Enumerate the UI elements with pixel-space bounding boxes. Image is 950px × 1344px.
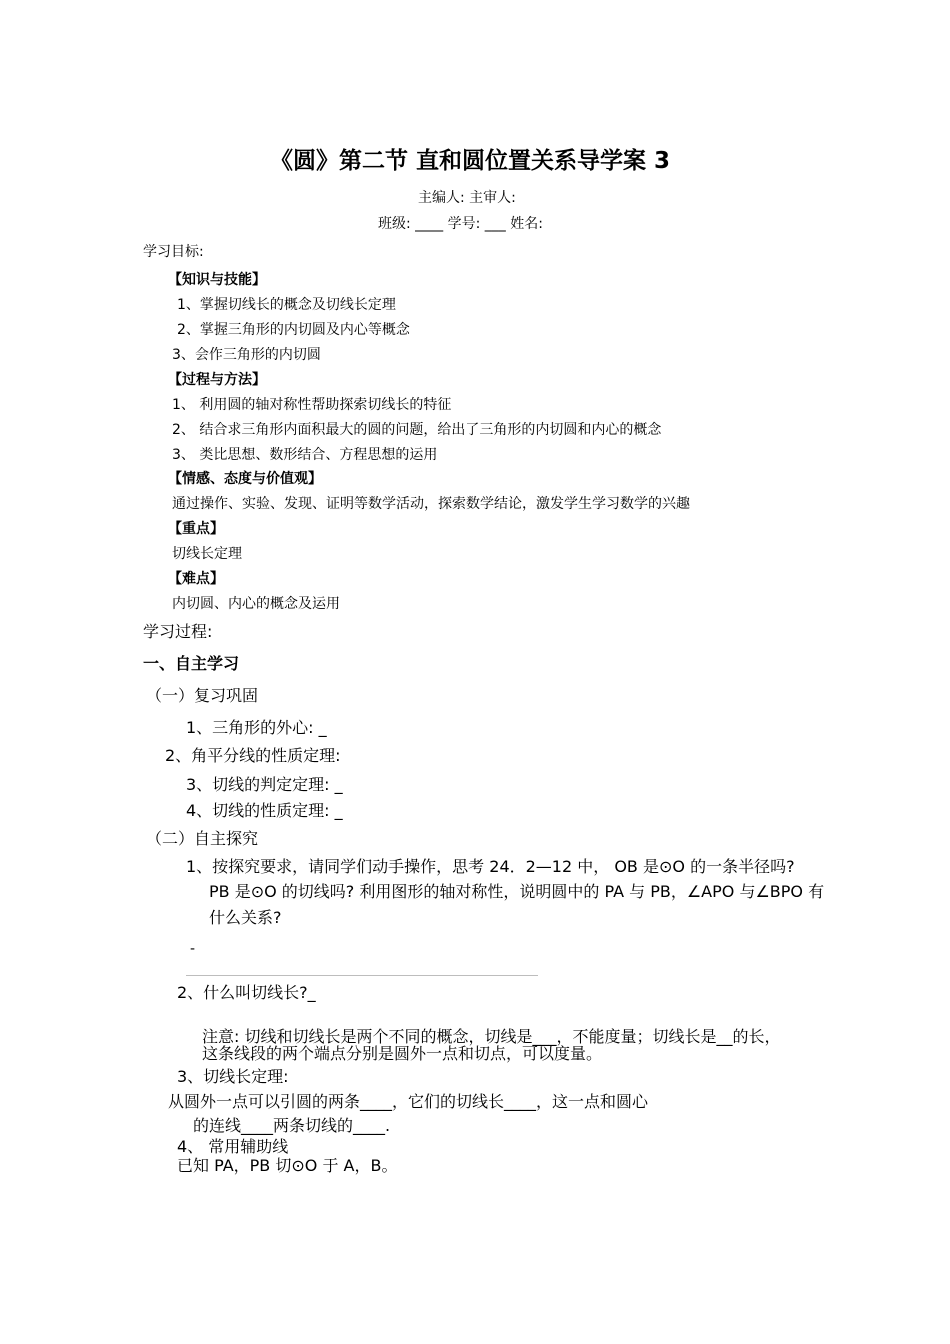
objectives-heading: 学习目标: <box>143 244 204 260</box>
difficulty-text: 内切圆、内心的概念及运用 <box>172 596 340 612</box>
attitude-text: 通过操作、实验、发现、证明等数学活动，探索数学结论，激发学生学习数学的兴趣 <box>172 496 690 512</box>
answer-line <box>186 975 538 976</box>
question-1-line: 什么关系? <box>209 908 282 927</box>
knowledge-item: 3、会作三角形的内切圆 <box>172 347 321 363</box>
theorem-line: 从圆外一点可以引圆的两条____，它们的切线长____，这一点和圆心 <box>168 1092 649 1111</box>
process-method-item: 1、 利用圆的轴对称性帮助探索切线长的特征 <box>172 397 452 413</box>
key-point-text: 切线长定理 <box>172 546 242 562</box>
question-2: 2、什么叫切线长?_ <box>177 983 316 1002</box>
credits-line: 主编人: 主审人: <box>418 190 516 206</box>
process-method-heading: 【过程与方法】 <box>168 372 266 388</box>
learning-process-heading: 学习过程: <box>143 622 213 641</box>
explore-heading: （二）自主探究 <box>146 829 259 848</box>
question-3: 3、切线长定理: <box>177 1067 289 1086</box>
theorem-line: 的连线____两条切线的____. <box>193 1116 391 1135</box>
note-line: 注意: 切线和切线长是两个不同的概念，切线是___，不能度量；切线长是__的长， <box>202 1027 781 1046</box>
attitude-heading: 【情感、态度与价值观】 <box>168 471 322 487</box>
question-1-answer-mark: - <box>190 941 196 957</box>
review-item: 3、切线的判定定理: _ <box>186 775 343 794</box>
section-self-study: 一、自主学习 <box>143 654 240 673</box>
review-heading: （一）复习巩固 <box>146 686 259 705</box>
question-1-line: PB 是⊙O 的切线吗? 利用图形的轴对称性，说明圆中的 PA 与 PB，∠APO 与∠BPO 有 <box>209 882 825 901</box>
review-item: 4、切线的性质定理: _ <box>186 801 343 820</box>
page-title: 《圆》第二节 直和圆位置关系导学案 3 <box>270 148 671 174</box>
student-info-line: 班级: ____ 学号: ___ 姓名: <box>378 216 543 232</box>
note-line: 这条线段的两个端点分别是圆外一点和切点，可以度量。 <box>202 1044 603 1063</box>
question-1-line: 1、按探究要求，请同学们动手操作，思考 24．2—12 中， OB 是⊙O 的一条半径吗? <box>186 857 795 876</box>
knowledge-item: 2、掌握三角形的内切圆及内心等概念 <box>177 322 410 338</box>
knowledge-heading: 【知识与技能】 <box>168 272 266 288</box>
review-item: 2、角平分线的性质定理: <box>165 746 341 765</box>
review-item: 1、三角形的外心: _ <box>186 718 327 737</box>
process-method-item: 2、 结合求三角形内面积最大的圆的问题，给出了三角形的内切圆和内心的概念 <box>172 422 662 438</box>
process-method-item: 3、 类比思想、数形结合、方程思想的运用 <box>172 447 438 463</box>
difficulty-heading: 【难点】 <box>168 571 224 587</box>
question-4: 4、 常用辅助线 <box>177 1137 289 1156</box>
given-statement: 已知 PA，PB 切⊙O 于 A，B。 <box>177 1156 398 1175</box>
key-point-heading: 【重点】 <box>168 521 224 537</box>
knowledge-item: 1、掌握切线长的概念及切线长定理 <box>177 297 396 313</box>
